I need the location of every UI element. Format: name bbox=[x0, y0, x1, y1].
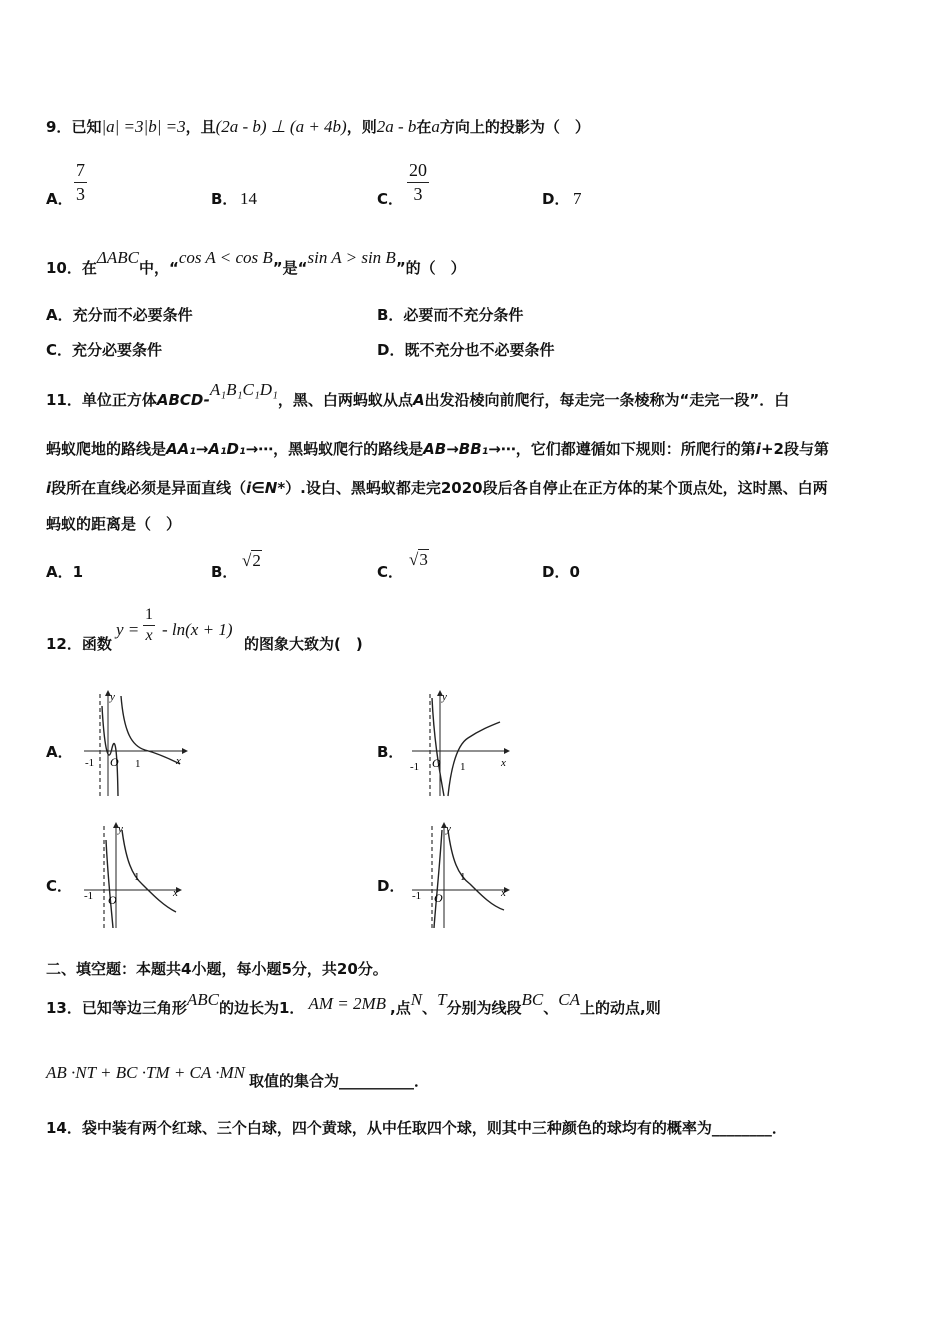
origin-label: O bbox=[110, 755, 119, 769]
q12-graph-d bbox=[408, 820, 518, 932]
q9-math-a: a bbox=[431, 117, 440, 136]
neg-one-label: -1 bbox=[84, 890, 94, 902]
q13-line-1: 13．已知等边三角形ABC的边长为1． AM = 2MB ,点N、T分别为线段BC、CA上的动点,则 bbox=[46, 990, 661, 1017]
q12-option-c-label: C． bbox=[46, 877, 73, 895]
q11-option-b-sqrt: √2 bbox=[242, 551, 261, 570]
curve-right bbox=[122, 830, 176, 912]
q9-math-perp: (2a - b) ⊥ (a + 4b) bbox=[215, 117, 347, 136]
q12-math-y: y = bbox=[116, 620, 140, 639]
q12-graph-c bbox=[80, 820, 190, 932]
q12-graph-b bbox=[408, 688, 518, 800]
x-label: x bbox=[501, 887, 506, 899]
q10-number: 10．在 bbox=[46, 259, 97, 277]
x-label: x bbox=[501, 757, 506, 769]
q11-option-d: D．0 bbox=[542, 563, 580, 581]
q11-black-path: AB→BB₁→⋯ bbox=[423, 440, 516, 458]
one-label: 1 bbox=[460, 871, 466, 883]
neg-one-label: -1 bbox=[410, 761, 420, 773]
q11-line-3: i段所在直线必须是异面直线（i∈N*）.设白、黑蚂蚁都走完2020段后各自停止在正方体的某个顶点处，这时黑、白两 bbox=[46, 479, 828, 497]
q9-option-a-label: A． bbox=[46, 190, 73, 208]
q9-option-a-fraction: 7 3 bbox=[76, 160, 85, 204]
neg-one-label: -1 bbox=[85, 757, 95, 769]
q10-option-d: D．既不充分也不必要条件 bbox=[377, 341, 555, 359]
q12-suffix: 的图象大致为( ) bbox=[244, 635, 363, 653]
curve-left bbox=[432, 698, 444, 796]
q10-math-sin: sin A > sin B bbox=[307, 248, 396, 267]
q11-option-a: A．1 bbox=[46, 563, 84, 581]
one-label: 1 bbox=[135, 758, 141, 770]
q11-option-c-label: C． bbox=[377, 563, 404, 581]
q10-math-cos: cos A < cos B bbox=[178, 248, 273, 267]
q12-label: 12．函数 bbox=[46, 635, 112, 653]
q12-math-fraction: 1 x bbox=[145, 606, 153, 644]
curve-right bbox=[121, 696, 180, 764]
origin-label: O bbox=[432, 756, 441, 770]
q13-math-am: AM = 2MB bbox=[308, 994, 386, 1013]
q11-line-4: 蚂蚁的距离是（ ） bbox=[46, 515, 182, 533]
q9-math-norms: |a| =3|b| =3 bbox=[101, 117, 186, 136]
y-label: y bbox=[118, 823, 123, 835]
neg-one-label: -1 bbox=[412, 890, 422, 902]
x-label: x bbox=[173, 887, 178, 899]
q10-option-b: B．必要而不充分条件 bbox=[377, 306, 524, 324]
q9-option-c-fraction: 20 3 bbox=[409, 160, 427, 204]
q10-option-c: C．充分必要条件 bbox=[46, 341, 163, 359]
origin-label: O bbox=[434, 891, 443, 905]
q13-math-bc: BC bbox=[521, 990, 544, 1009]
curve-left bbox=[434, 830, 442, 928]
q12-option-a-label: A． bbox=[46, 743, 73, 761]
q9-option-d-value: 7 bbox=[573, 189, 582, 208]
q11-line-1: 11．单位正方体ABCD-A₁B₁C₁D₁，黑、白两蚂蚁从点A出发沿棱向前爬行，每走完一条棱称为“走完一段”．白 bbox=[46, 380, 790, 409]
q11-option-c-sqrt: √3 bbox=[409, 550, 428, 569]
x-label: x bbox=[176, 755, 181, 767]
q9-number: 9． bbox=[46, 118, 72, 136]
q9-line: 9．已知|a| =3|b| =3，且(2a - b) ⊥ (a + 4b)，则2a - b在a方向上的投影为（ ） bbox=[46, 117, 590, 136]
q11-line-2: 蚂蚁爬地的路线是AA₁→A₁D₁→⋯，黑蚂蚁爬行的路线是AB→BB₁→⋯，它们都遵循如下规则：所爬行的第i+2段与第 bbox=[46, 440, 829, 458]
q14-text: 14．袋中装有两个红球、三个白球，四个黄球，从中任取四个球，则其中三种颜色的球均有的概率为________． bbox=[46, 1119, 787, 1137]
q10-math-triangle: ΔABC bbox=[96, 248, 139, 267]
q11-white-path: AA₁→A₁D₁→⋯ bbox=[166, 440, 274, 458]
q12-option-b-label: B． bbox=[377, 743, 404, 761]
q11-option-b-label: B． bbox=[211, 563, 238, 581]
q9-option-b-label: B． bbox=[211, 190, 238, 208]
q10-line: 10．在ΔABC中，“cos A < cos B”是“sin A > sin B”的（ ） bbox=[46, 248, 466, 277]
q10-option-a: A．充分而不必要条件 bbox=[46, 306, 193, 324]
q9-option-c-label: C． bbox=[377, 190, 404, 208]
x-axis-arrow bbox=[504, 748, 510, 754]
q9-math-vec: 2a - b bbox=[376, 117, 417, 136]
q12-graph-a bbox=[80, 688, 190, 800]
q13-math-dot-sum: AB ·NT + BC ·TM + CA ·MN bbox=[46, 1063, 245, 1082]
x-axis-arrow bbox=[182, 748, 188, 754]
y-label: y bbox=[442, 691, 447, 703]
q13-line-2: AB ·NT + BC ·TM + CA ·MN 取值的集合为__________． bbox=[46, 1063, 429, 1090]
origin-label: O bbox=[108, 893, 117, 907]
one-label: 1 bbox=[460, 761, 466, 773]
curve-left bbox=[106, 840, 113, 928]
q11-math-cube: A₁B₁C₁D₁ bbox=[209, 380, 278, 399]
y-label: y bbox=[446, 823, 451, 835]
q13-math-t: T bbox=[437, 990, 447, 1009]
q9-option-b-value: 14 bbox=[240, 189, 257, 208]
curve-right bbox=[448, 830, 504, 910]
q13-math-n: N bbox=[410, 990, 423, 1009]
q9-option-d-label: D． bbox=[542, 190, 570, 208]
section-heading: 二、填空题：本题共4小题，每小题5分，共20分。 bbox=[46, 960, 388, 978]
y-label: y bbox=[110, 691, 115, 703]
q12-option-d-label: D． bbox=[377, 877, 405, 895]
q12-math-ln: - ln(x + 1) bbox=[162, 620, 233, 639]
curve-right bbox=[448, 722, 500, 796]
q13-math-abc: ABC bbox=[186, 990, 219, 1009]
q13-math-ca: CA bbox=[558, 990, 581, 1009]
one-label: 1 bbox=[134, 871, 140, 883]
